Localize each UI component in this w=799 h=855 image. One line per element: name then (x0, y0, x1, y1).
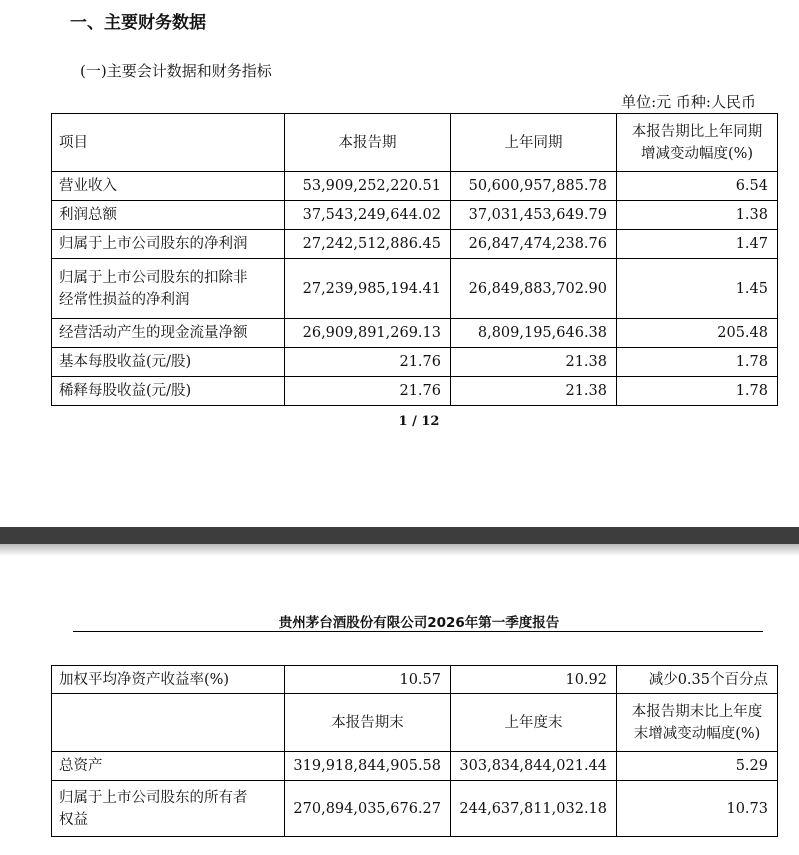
row-label-line2: 权益 (59, 811, 88, 828)
prior-value: 26,849,883,702.90 (451, 259, 617, 319)
prior-value: 21.38 (451, 377, 617, 406)
row-label: 归属于上市公司股东的净利润 (52, 230, 285, 259)
change-value: 减少0.35个百分点 (617, 666, 778, 694)
current-value: 270,894,035,676.27 (285, 781, 451, 837)
change-value: 1.38 (617, 201, 778, 230)
row-label-line2: 经常性损益的净利润 (59, 291, 190, 308)
change-value: 1.47 (617, 230, 778, 259)
current-value: 27,242,512,886.45 (285, 230, 451, 259)
change-value: 5.29 (617, 752, 778, 781)
change-value: 1.45 (617, 259, 778, 319)
subsection-title: (一)主要会计数据和财务指标 (80, 62, 272, 80)
header-current-period: 本报告期 (285, 114, 451, 172)
row-label: 营业收入 (52, 172, 285, 201)
header-change-line1: 本报告期末比上年度 (631, 703, 763, 720)
table-row (52, 752, 778, 781)
table-header-row (52, 694, 778, 752)
balance-data-table (51, 665, 778, 837)
report-header: 贵州茅台酒股份有限公司2026年第一季度报告 (278, 615, 560, 631)
page-separator (0, 527, 799, 544)
page-number: 1 / 12 (398, 414, 440, 429)
table-row (52, 377, 778, 406)
header-period-end: 本报告期末 (285, 694, 451, 752)
current-value: 37,543,249,644.02 (285, 201, 451, 230)
prior-value: 37,031,453,649.79 (451, 201, 617, 230)
header-change-line1: 本报告期比上年同期 (631, 123, 763, 140)
table-row (52, 172, 778, 201)
table-header-row (52, 114, 778, 172)
header-change-line2: 末增减变动幅度(%) (633, 725, 761, 742)
header-prior-period: 上年同期 (451, 114, 617, 172)
header-empty (52, 694, 285, 752)
row-label: 加权平均净资产收益率(%) (52, 666, 285, 694)
prior-value: 244,637,811,032.18 (451, 781, 617, 837)
current-value: 27,239,985,194.41 (285, 259, 451, 319)
header-rule (73, 631, 763, 632)
current-value: 21.76 (285, 348, 451, 377)
prior-value: 21.38 (451, 348, 617, 377)
table-row (52, 259, 778, 319)
row-label-line1: 归属于上市公司股东的所有者 (59, 789, 248, 806)
prior-value: 50,600,957,885.78 (451, 172, 617, 201)
header-prior-year-end: 上年度末 (451, 694, 617, 752)
row-label: 稀释每股收益(元/股) (52, 377, 285, 406)
change-value: 1.78 (617, 377, 778, 406)
current-value: 319,918,844,905.58 (285, 752, 451, 781)
row-label: 利润总额 (52, 201, 285, 230)
row-label: 经营活动产生的现金流量净额 (52, 319, 285, 348)
current-value: 10.57 (285, 666, 451, 694)
prior-value: 26,847,474,238.76 (451, 230, 617, 259)
change-value: 6.54 (617, 172, 778, 201)
current-value: 21.76 (285, 377, 451, 406)
unit-currency-line: 单位:元 币种:人民币 (621, 93, 756, 111)
row-label: 总资产 (52, 752, 285, 781)
header-change (617, 114, 778, 172)
current-value: 53,909,252,220.51 (285, 172, 451, 201)
row-label: 基本每股收益(元/股) (52, 348, 285, 377)
prior-value: 10.92 (451, 666, 617, 694)
row-label (52, 259, 285, 319)
current-value: 26,909,891,269.13 (285, 319, 451, 348)
header-change-line2: 增减变动幅度(%) (640, 145, 754, 162)
table-row (52, 230, 778, 259)
change-value: 1.78 (617, 348, 778, 377)
table-row (52, 666, 778, 694)
header-item: 项目 (52, 114, 285, 172)
row-label (52, 781, 285, 837)
prior-value: 303,834,844,021.44 (451, 752, 617, 781)
financial-data-table (51, 113, 778, 406)
prior-value: 8,809,195,646.38 (451, 319, 617, 348)
table-row (52, 348, 778, 377)
section-title: 一、主要财务数据 (70, 13, 206, 33)
table-row (52, 781, 778, 837)
page-separator-shadow (0, 544, 799, 556)
change-value: 10.73 (617, 781, 778, 837)
table-row (52, 201, 778, 230)
row-label-line1: 归属于上市公司股东的扣除非 (59, 269, 248, 286)
header-change (617, 694, 778, 752)
table-row (52, 319, 778, 348)
change-value: 205.48 (617, 319, 778, 348)
